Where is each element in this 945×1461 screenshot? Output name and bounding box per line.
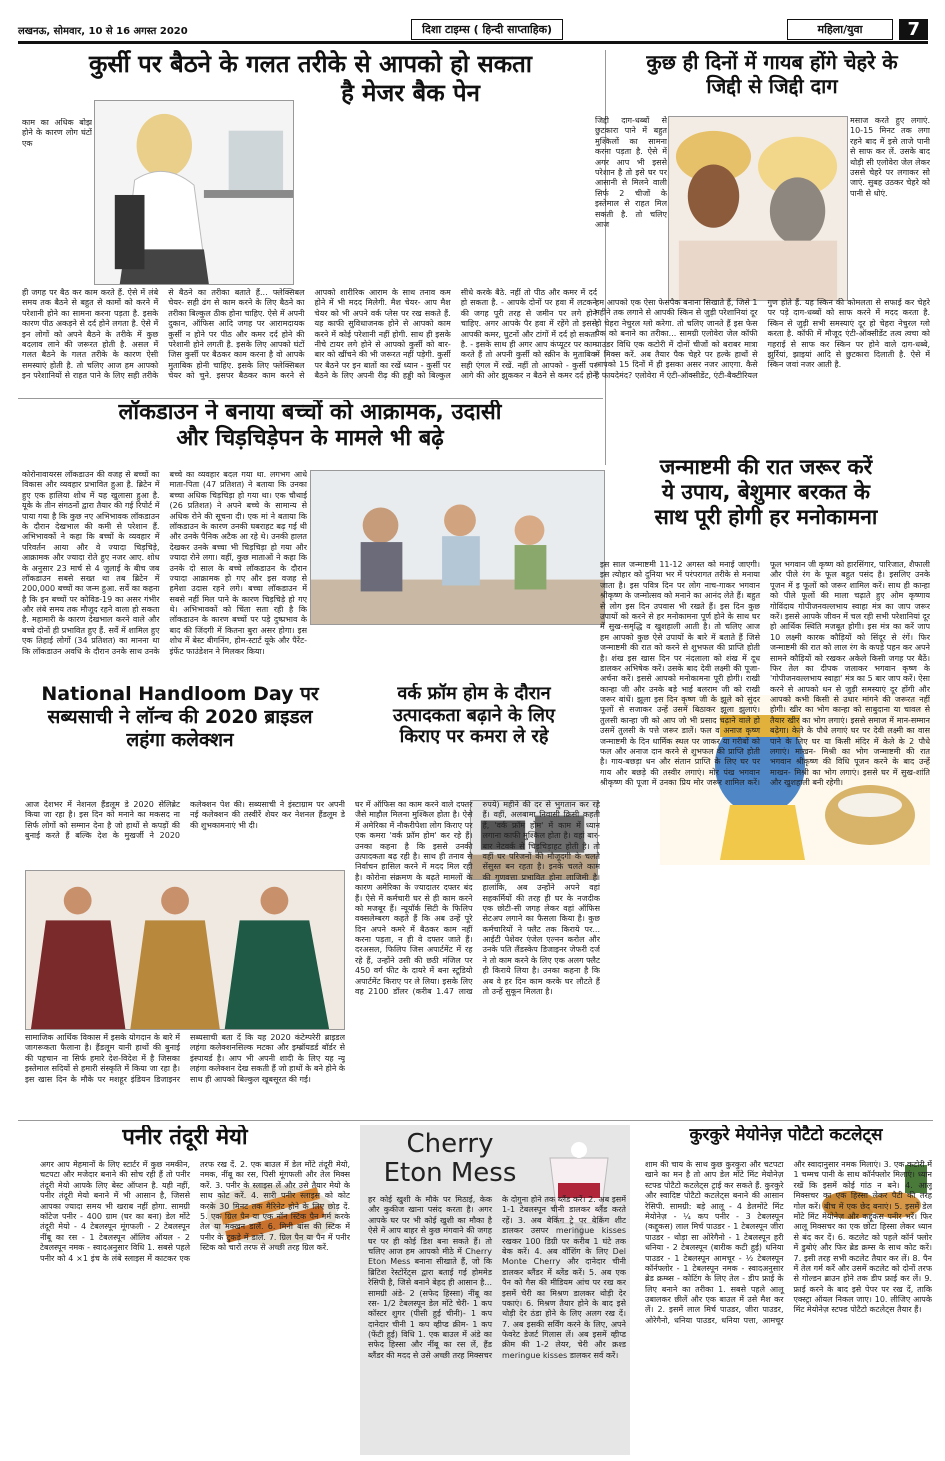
face-pack-image — [669, 117, 847, 300]
handloom-body-bottom: सामाजिक आर्थिक विकास में इसके योगदान के बारे में जागरूकता फैलाना है। हैंडलूम यानी हाथों की बुनाई की पहचान ना सिर्फ हमारे देश-विदेश में है जिसका इस्तेमाल सदियों से हमारी संस्कृति में किया जा रहा है। इस खास दिन के मौके पर मशहूर इंडियन डिजाइनर सब्यसाची बता दें कि यह 2020 कंटेम्परेरी ब्राइडल लहंगा कलेक्शनसिल्क मटका और इम्ब्रॉयडर्ड बॉर्डर से इंस्पायर्ड है। आप भी अपनी शादी के लिए यह न्यू लहंगा कलेक्शन देख सकती हैं जो हाथों के बने होने के साथ ही आपको बिल्कुल खूबसूरत की गई। — [25, 1033, 345, 1084]
handloom-headline-line1: National Handloom Day पर — [41, 683, 319, 705]
cherry-title-line2: Eton Mess — [383, 1157, 517, 1188]
janmashtami-headline — [600, 455, 932, 531]
wfh-body: घर में ऑफिस का काम करने वाले दफ्तर जैसे माहौल मिलना मुश्किल होता है। ऐसे में अमेरिका में नौकरीपेशा लोग किराए पर एक कमरा 'वर्क फ्रॉम होम' कर रहे हैं। उनका कहना है कि इससे उनकी उत्पादकता बढ़ रही है। साथ ही तनाव से निर्वाचन हासिल करने में मदद मिल रही है। कोरोना संक्रमण के बढ़ते मामलों के कारण अमेरिका के ज्यादातर दफ्तर बंद हैं। ऐसे में कर्मचारी घर से ही काम करने को मजबूर हैं। न्यूयॉर्क सिटी के फिलिप वक्सलेम्बरग कहते हैं कि अब उन्हें पूरे दिन अपने कमरे में बैठकर काम नहीं करना पड़ता, न ही वे दफ्तर जाते हैं। दरअसल, फिलिप जिस अपार्टमेंट में रह रहे हैं, उन्होंने उसी की छठी मंजिल पर 450 वर्ग फीट के दायरे में बना स्टूडियो अपार्टमेंट किराए पर ले लिया। इसके लिए वह 2100 डॉलर (करीब 1.47 लाख रुपये) महीने की दर से भुगतान कर रहे हैं। वहीं, अलबामा निवासी क्रिसी कहती हैं, 'वर्क फ्रॉम होम' में काम में ध्यान लगाना काफी मुश्किल होता है। वहां बार-बार नेटवर्क से चिड़चिड़ाहट होती है। तो वहीं घर परिजनों की मौजूदगी के चलते सेंसुस्त बन रहता है। इनके चलते काम की गुणवत्ता प्रभावित होना लाजिमी है। हालांकि, अब उन्होंने अपने वहां सहकर्मियों की तरह ही घर के नजदीक एक छोटी-सी जगह लेकर वहां ऑफिस सेटअप लगाने का फैसला किया है। कुछ कर्मचारियों ने फ्लैट तक किराये पर... आईटी पेशेवर एंजेल एल्नन करोल और उनके पति लैंडस्केप डिजाइनर जेफरी दर्ज ने तो काम करने के लिए एक अलग फ्लैट ही किराये लिया है। उनका कहना है कि अब वे हर दिन काम करके घर लौटते हैं तो उन्हें सुकून मिलता है। — [355, 800, 600, 997]
wfh-headline-line3: किराए पर कमरा ले रहे — [399, 726, 549, 748]
handloom-headline-line2: सब्यसाची ने लॉन्च की 2020 ब्राइडल — [47, 705, 313, 728]
lockdown-headline — [20, 400, 600, 453]
lockdown-body: कोरोनावायरस लॉकडाउन की वजह से बच्चों का विकास और व्यवहार प्रभावित हुआ है. ब्रिटेन में हुए एक हालिया शोध में यह खुलासा हुआ है. यूके के तीन संगठनों द्वारा तैयार की गई रिपोर्ट में पाया गया है कि कुछ नए अभिभावक लॉकडाउन के दौरान देखभाल की कमी से परेशान हैं. अभिभावकों ने कहा कि बच्चों के व्यवहार में परिवर्तन आया और वे ज्यादा चिड़चिड़े, आक्रामक और ज्यादा रोते हुए नजर आए. शोध के अनुसार 23 मार्च से 4 जुलाई के बीच जब लॉकडाउन सबसे सख्त था तब ब्रिटेन में 200,000 बच्चों का जन्म हुआ. सर्वे का कहना है कि इन बच्चों पर कोविड-19 का असर गंभीर और लंबे समय तक मौजूद रहने वाला हो सकता है. महामारी के कारण देखभाल करने वाले और बच्चे दोनों ही प्रभावित हुए हैं. सर्वे में शामिल हुए एक तिहाई लोगों (34 प्रतिशत) का मानना था कि लॉकडाउन अवधि के दौरान उनके साथ उनके बच्चे का व्यवहार बदल गया था. लगभग आधे माता-पिता (47 प्रतिशत) ने बताया कि उनका बच्चा अधिक चिड़चिड़ा हो गया था। एक चौथाई (26 प्रतिशत) ने अपने बच्चे के सामान्य से अधिक रोने की सूचना दी। एक मां ने बताया कि लॉकडाउन के कारण उनकी घबराहट बढ़ गई थी और उनके पैनिक अटैक आ रहे थे। उनकी हालत देखकर उनके बच्चा भी चिड़चिड़ा हो गया और ज्यादा रोने लगा। वहीं, कुछ माताओं ने कहा कि उनके दो साल के बच्चे लॉकडाउन के दौरान ज्यादा आक्रामक हो गए और इस वजह से हमेशा उदास रहने लगे। बच्चा लॉकडाउन में सबसे नहीं मिल पाने के कारण चिड़चिड़े हो गए थे। अभिभावकों को चिंता सता रही है कि लॉकडाउन के कारण बच्चों पर पड़े दुष्प्रभाव के बाद की जिंदगी में कितना बुरा असर होगा। इस शोध में बेस्ट बीगनिंग, होम-स्टार्ट यूके और पैरेंट-इंफेंट फाउंडेशन ने मिलकर किया। — [22, 470, 307, 656]
handloom-headline-line3: लहंगा कलेक्शन — [126, 728, 234, 751]
janmashtami-headline-line1: जन्माष्टमी की रात जरूर करें — [659, 455, 873, 479]
janmashtami-headline-line2: ये उपाय, बेशुमार बरकत के — [661, 480, 871, 505]
paneer-body: अगर आप मेहमानों के लिए स्टार्टर में कुछ नमकीन, चटपटा और मजेदार बनाने की सोच रही हैं तो पनीर तंदूरी मेयो आपके लिए बेस्ट ऑप्शन है. यही नहीं, पनीर तंदूरी मेयो बनाने में भी आसान है, जिससे आपका ज्यादा समय भी खराब नहीं होगा. सामग्री कॉटेज पनीर - 400 ग्राम (घर का बना) डेल मोंटे तंदूरी मेयो - 4 टेबलस्पून मूंगफली - 2 टेबलस्पून नींबू का रस - 1 टेबलस्पून ऑलिव ऑयल - 2 टेबलस्पून नमक - स्वादअनुसार विधि 1. सबसे पहले पनीर को 4 ×1 इंच के लंबे स्लाइस में काटकर एक तरफ रख दें. 2. एक बाउल में डेल मोंटे तंदूरी मेयो, नमक, नींबू का रस, पिसी मूंगफली और तेल मिक्स करें. 3. पनीर के स्लाइस लें और उसे तैयार मेयो के साथ कोट करें. 4. सारी पनीर स्लाइस को कोट करके 30 मिनट तक मैरिनेट होने के लिए छोड़ दें. 5. एक ग्रिल पैन या एक नॉन स्टिक पैन गर्म करके तेल या मक्खन डालें. 6. मिनी बांस की स्टिक में पनीर के टुकड़े में डालें. 7. ग्रिल पैन या पैन में पनीर स्टिक को चारों तरफ से अच्छी तरह ग्रिल करें. — [40, 1160, 350, 1263]
chair-headline — [18, 50, 603, 108]
wfh-headline-line2: उत्पादकता बढ़ाने के लिए — [393, 704, 555, 726]
lehenga-photo — [25, 870, 345, 1030]
chair-photo — [94, 100, 294, 285]
stains-headline — [612, 50, 932, 98]
janmashtami-body: इस साल जन्माष्टमी 11-12 अगस्त को मनाई जाएगी। इस त्योहार को दुनिया भर में परंपरागत तरीके से मनाया जाता है। इस पवित्र दिन पर लोग नाच-गाकर भगवान श्रीकृष्ण के जन्मोत्सव को मनाने का आनंद लेते हैं। बहुत से लोग इस दिन उपवास भी रखते हैं। इस दिन कुछ उपायों को करने से हर मनोकामना पूर्ण होने के साथ घर में सुख-समृद्धि व खुशहाली आती है। तो चलिए आज हम आपको कुछ ऐसे उपायों के बारे में बताते हैं जिसे जन्माष्टमी की रात को करने से शुभफल की प्राप्ति होती है। शंख इस खास दिन पर नंदलाला को शंख में दूध डालकर अभिषेक करें। उसके बाद देवी लक्ष्मी की पूजा-अर्चना करें। इससे आपको मनोकामना पूरी होगी। राखी कान्हा जी और उनके बड़े भाई बलराम जी को राखी जरूर बांधें। झूला इस दिन कृष्ण जी के झूले को सुंदर फूलों से सजाकर उन्हें उसमें बिठाकर झूला झुलाएं। तुलसी कान्हा जी को आप जो भी प्रसाद चढ़ाने वाले हो उसमें तुलसी के पत्ते जरूर डालें। फल व अनाज कृष्ण जन्माष्टमी के दिन धार्मिक स्थल पर जाकर या गरीबों को फल और अनाज दान करने से शुभफल की प्राप्ति होती है। गाय-बछड़ा धन और संतान प्राप्ति के लिए घर पर गाय और बछड़े की तस्वीर लगाएं। मोर पंख भगवान श्रीकृष्ण की पूजा में उनका प्रिय मोर जरूर शामिल करें। फूल भगवान जी कृष्ण को हारसिंगार, पारिजात, शैफाली और पीले रंग के फूल बहुत पसंद है। इसलिए उनके पूजन में इ फूलों को जरूर शामिल करें। साथ ही कान्हा को पीले फूलों की माला चढ़ाते हुए ओम कृष्णाय गोविंदाय गोपीजनवल्लभाय स्वाहा मंत्र का जाप जरूर करें। इससे आपके जीवन में चल रही सभी परेशानियां दूर हो आर्थिक स्थिति मजबूत होगी। इस मंत्र का करें जाप 10 लक्ष्मी कारक कौड़ियों को सिंदूर से रंगें। फिर जन्माष्टमी की रात को लाल रंग के कपड़े पहन कर अपने सामने कौड़ियों को रखकर अकेले किसी जगह पर बैठें। फिर तेल का दीपक जलाकर भगवान कृष्ण के 'गोपीजनवल्लभाय स्वाहा' मंत्र का 5 बार जाप करें। ऐसा करने से आपको धन से जुड़ी समस्याएं दूर होंगी और आपको कभी किसी से उधार मांगने की जरूरत नहीं होगी। खीर का भोग कान्हा को साबुदाना या चावल से तैयार खीर का भोग लगाएं। इससे समाज में मान-सम्मान बढ़ेगा। केले के पौधे लगाएं घर पर देवी लक्ष्मी का वास पाने के लिए घर या किसी मंदिर में केले के 2 पौधे लगाएं। माखन- मिश्री का भोग जन्माष्टमी की रात भगवान श्रीकृष्ण की विधि पूजन करने के बाद उन्हें माखन- मिश्री का भोग लगाएं। इससे घर में सुख-शांति और खुशहाली बनी रहेगी। — [600, 560, 930, 788]
cherry-title — [370, 1130, 530, 1187]
lockdown-headline-line2: और चिड़चिड़ेपन के मामले भी बढ़े — [176, 426, 444, 452]
family-children-image — [311, 471, 604, 624]
chair-body: ही जगह पर बैठ कर काम करते हैं. ऐसे में लंबे समय तक बैठने से बहुत से कामों को करने में परेशानी होने का सामना करना पड़ता है. इसके कारण पीठ अकड़ने से दर्द होने लगता है. ऐसे में इन लोगों को अपने बैठने के तरीके में कुछ बदलाव लाने की जरूरत होती है. असल में गलत बैठने के गलत तरीके के कारण ऐसी समस्याएं होती है. तो चलिए आज हम आपको इन परेशानियों से राहत पाने के लिए सही तरीके से बैठने का तरीका बताते हैं... फ्लेक्सिबल चेयर- सही ढंग से काम करने के लिए बैठने का तरीका बिल्कुल ठीक होना चाहिए. ऐसे में अपनी दुकान, ऑफिस आदि जगह पर आरामदायक कुर्सी न होने पर पीठ और कमर दर्द होने की परेशानी होने लगती है. इसके लिए आपको घंटों जिस कुर्सी पर बैठकर काम करना है वो आपके मुताबिक होनी चाहिए. इसके लिए फ्लेक्सिबल चेयर को चुने. इसपर बैठकर काम करने से आपको शारीरिक आराम के साथ तनाव कम होने में भी मदद मिलेगी. मैश चेयर- आप मैश चेयर को भी अपने वर्क प्लेस पर रख सकते हैं. यह काफी सुविधाजनक होने से आपको काम करने में कोई परेशानी नहीं होगी. साथ ही इसके नीचे टायर लगे होने से आपको कुर्सी को बार-बार को खींचने की भी जरूरत नहीं पड़ेगी. कुर्सी पर बैठने पर इन बातों का रखें ध्यान - कुर्सी पर बैठने के लिए अपनी रीढ़ की हड्डी को बिल्कुल सीधे करके बैठे. नहीं तो पीठ और कमर में दर्द हो सकता है. - आपके दोनों पर हवा में लटकने की जगह पूरी तरह से जमीन पर लगे होने चाहिए. अगर आपके पैर हवा में रहेंगे तो इससे आपकी कमर, घुटनों और टांगों में दर्द हो सकता है. - इसके साथ ही अगर आप कंप्यूटर पर काम करते हैं तो अपनी कुर्सी को स्क्रीन के मुताबिक सही एंगल में रखें. नहीं तो आपको - कुर्सी पर आगे की ओर झुककर न बैठने से कमर दर्द होने — [22, 288, 597, 381]
section-divider — [18, 398, 603, 399]
issue-date: लखनऊ, सोमवार, 10 से 16 अगस्त 2020 — [18, 25, 188, 37]
paneer-headline: पनीर तंदूरी मेयो — [122, 1125, 248, 1150]
stains-photo — [668, 116, 848, 301]
stains-headline-line2: जिद्दी से जिद्दी दाग — [706, 74, 838, 98]
handloom-headline — [20, 683, 340, 751]
section-divider-bottom — [18, 1120, 933, 1121]
stains-col-left: जिद्दी दाग-धब्बों से छुटकारा पाने में बहुत मुश्किलों का सामना करना पड़ता है. ऐसे में अगर आप भी इससे परेशान है तो इसे घर पर आसानी से मिलने वाली सिर्फ 2 चीजों के इस्तेमाल से राहत मिल सकती है. तो चलिए आज — [595, 116, 667, 229]
section-name: महिला/युवा — [787, 19, 894, 40]
woman-back-pain-image — [95, 101, 293, 284]
wfh-headline — [350, 683, 598, 748]
bridal-lehenga-image — [26, 871, 344, 1029]
chair-side-text: काम का अधिक बोझ होने के कारण लोग घंटों एक — [22, 118, 92, 148]
wfh-headline-line1: वर्क फ्रॉम होम के दौरान — [397, 683, 551, 704]
lockdown-headline-line1: लॉकडाउन ने बनाया बच्चों को आक्रामक, उदासी — [118, 400, 502, 425]
stains-body: हम आपको एक ऐसा फेसपैक बनाना सिखाते हैं, जिसे 1 महीने तक लगाने से आपकी स्किन से जुड़ी परेशानियां दूर हो चेहरा नेचुरल ग्लो करेगा. तो चलिए जानते हैं इस फेस पैक को बनाने का तरीका... सामग्री एलोवेरा जेल कॉफी पाउडर विधि एक कटोरी में दोनों चीजों को बराबर मात्रा में मिक्स करें. अब तैयार पैक चेहरे पर हल्के हाथों से आपको 15 दिनों में ही इसका असर नजर आएगा. कैसे है फायदेमंद? एलोवेरा में एंटी-ऑक्सीडेंट, एंटी-बैक्टीरियल गुण होते हैं. यह स्किन की कोमलता से सफाई कर चेहरे पर पड़े दाग-धब्बों को साफ करने में मदद करता है. स्किन से जुड़ी सभी समस्याएं दूर हो चेहरा नेचुरल ग्लो करता है. कॉफी में मौजूद एंटी-ऑक्सीडेंट तत्व त्वचा को गहराई से साफ कर स्किन पर होने वाले दाग-धब्बे, झुर्रियां, झाइयां आदि से छुटकारा दिलाती है. ऐसे में स्किन जवां नजर आती है. — [595, 298, 930, 380]
cutlets-body: शाम की चाय के साथ कुछ कुरकुरा और चटपटा खाने का मन है तो आप डेल मोंटे मिंट मेयोनेज़ स्टफ्ड पोटैटो कटलेट्स ट्राई कर सकते हैं. कुरकुरे और स्वादिष्ट पोटैटो कटलेट्स बनाने की आसान रेसिपी. सामग्री: बड़े आलू - 4 डेलमोंटे मिंट मेयोनेज़ - ¼ कप पनीर - 3 टेबलस्पून (कद्दूकस) लाल मिर्च पाउडर - 1 टेबलस्पून जीरा पाउडर - थोड़ा सा ओरेगैनो - 1 टेबलस्पून हरी धनिया - 2 टेबलस्पून (बारीक कटी हुई) धनिया पाउडर - 1 टेबलस्पून आमचूर - ½ टेबलस्पून कॉर्नफ्लोर - 1 टेबलस्पून नमक - स्वादअनुसार ब्रेड क्रम्ब्स - कोटिंग के लिए तेल - डीप फ्राई के लिए बनाने का तरीका 1. सबसे पहले आलू उबालकर छीलें और एक बाउल में उसे मैश कर लें। 2. इसमें लाल मिर्च पाउडर, जीरा पाउडर, ओरेगैनो, धनिया पाउडर, धनिया पत्ता, आमचूर और स्वादानुसार नमक मिलाएं। 3. एक कटोरी में 1 चम्मच पानी के साथ कॉर्नफ्लोर मिलाएं। ध्यान रखें कि इसमें कोई गांठ न बने। 4. आलू मिक्सचर का एक हिस्सा लेकर पैटी की तरह गोल करें। बीच में एक छेद बनाएं। 5. इसमें डेल मोंटे मिंट मेयोनेज़ और कद्दूकस पनीर भरें। फिर आलू मिक्सचर का एक छोटा हिस्सा लेकर ध्यान से बंद कर दें। 6. कटलेट को पहले कॉर्न फ्लोर में डुबोएं और फिर ब्रेड क्रम्स के साथ कोट करें। 7. इसी तरह सभी कटलेट तैयार कर लें। 8. पैन में तेल गर्म करें और उसमें कटलेट को दोनों तरफ से गोल्डन ब्राउन होने तक डीप फ्राई कर लें। 9. फ्राई करने के बाद इसे पेपर पर रख दें, ताकि एक्स्ट्रा ऑयल निकल जाए। 10. लीजिए आपके मिंट मेयोनेज़ स्टफ्ड पोटैटो कटलेट्स तैयार हैं। — [645, 1160, 932, 1325]
stains-headline-line1: कुछ ही दिनों में गायब होंगे चेहरे के — [646, 50, 898, 74]
chair-headline-line2: है मेजर बैक पेन — [341, 78, 480, 107]
janmashtami-headline-line3: साथ पूरी होगी हर मनोकामना — [654, 505, 878, 530]
cutlets-headline: कुरकुरे मेयोनेज़ पोटैटो कटलेट्स — [689, 1125, 883, 1145]
cherry-body: हर कोई खुशी के मौके पर मिठाई, केक और कुकीज खाना पसंद करता है। अगर आपके घर पर भी कोई खुशी का मौका है ऐसे में आप बाहर से कुछ मंगवाने की जगह घर पर ही कोई डिश बना सकते हैं। तो चलिए आज हम आपको मीठे में Cherry Eton Mess बनाना सीखाते हैं, जो कि ब्रिटिश रेस्टोरेंट्स द्वारा बताई गई होममेड रेसिपी है, जिसे बनाने बेहद ही आसान है... सामग्री अंडे- 2 (सफेद हिस्सा) नींबू का रस- 1/2 टेबलस्पून डेल मोंटे चेरी- 1 कप कॉस्टर शुगर (पीसी हुई चीनी)- 1 कप दानेदार चीनी 1 कप व्हीप्ड क्रीम- 1 कप (फेंटी हुई) विधि 1. एक बाउल में अंडे का सफेद हिस्सा और नींबू का रस लें, हैंड ब्लैंडर की मदद से उसे अच्छी तरह मिक्सचर के दोगुना होने तक ब्लैंड करें। 2. अब इसमें 1-1 टेबलस्पून चीनी डालकर ब्लैंड करते रहें। 3. अब बेकिंग ट्रे पर बेकिंग शीट डालकर उसपर meringue kisses रखकर 100 डिग्री पर करीब 1 घंटे तक बेक करें। 4. अब वॉशिंग के लिए Del Monte Cherry और दानेदार चीनी डालकर ब्लैंडर में ब्लेंड करें। 5. अब एक पैन को गैस की मीडियम आंच पर रख कर इसमें चेरी का मिश्रण डालकर थोड़ी देर पकाएं। 6. मिश्रण तैयार होने के बाद इसे थोड़ी देर ठंडा होने के लिए अलग रख दें। 7. अब इसकी सर्विंग करने के लिए, अपने फेवरेट डेजर्ट गिलास लें। अब इसमें व्हीप्ड क्रीम की 1-2 लेयर, चेरी और क्रश्ड meringue kisses डालकर सर्व करें। — [368, 1195, 626, 1360]
handloom-body-top: आज देशभर में नेशनल हैंडलूम डे 2020 सेलिब्रेट किया जा रहा है। इस दिन को मनाने का मकसद ना सिर्फ लोगों को सम्मान देना है जो हाथों से कपड़ों की बुनाई करते हैं बल्कि देश के मुखर्जी ने 2020 कलेक्शन पेश की। सब्यसाची ने इंस्टाग्राम पर अपनी नई कलेक्शन की तस्वीरें शेयर कर नेशनल हैंडलूम डे की शुभकामनाएं भी दी। — [25, 800, 345, 841]
page-number: 7 — [899, 19, 928, 40]
section-tag — [787, 19, 928, 40]
cherry-title-line1: Cherry — [406, 1130, 494, 1159]
stains-col-right: मसाज करते हुए लगाएं. 10-15 मिनट तक लगा रहने बाद में इसे ताजे पानी से साफ कर लें. उसके बाद थोड़ी सी एलोवेरा जेल लेकर उससे चेहरे पर लगाकर सो जाएं. सुबह उठकर चेहरे को पानी से धोएं. — [850, 116, 930, 198]
chair-headline-line1: कुर्सी पर बैठने के गलत तरीके से आपको हो सकता — [88, 50, 533, 78]
page-header — [18, 18, 928, 44]
newspaper-name: दिशा टाइम्स ( हिन्दी साप्ताहिक) — [411, 19, 563, 40]
lockdown-photo — [310, 470, 605, 625]
